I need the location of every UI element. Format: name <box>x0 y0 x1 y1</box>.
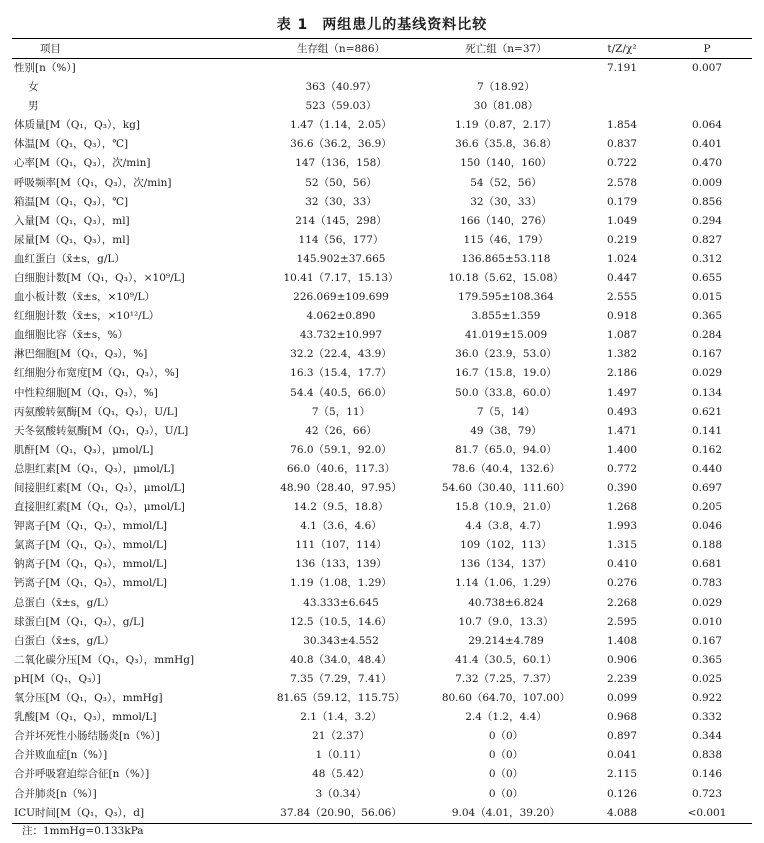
table-footnote: 注：1mmHg=0.133kPa <box>22 825 144 837</box>
cell-survive-group: 2.1（1.4，3.2） <box>300 711 382 724</box>
cell-death-group: 9.04（4.01，39.20） <box>430 804 582 824</box>
cell-p-value: 0.723 <box>691 787 723 800</box>
cell-statistic: 0.918 <box>606 310 638 323</box>
cell-p-value: 0.188 <box>691 539 723 552</box>
cell-death-group: 150（140，160） <box>460 157 552 170</box>
cell-item: 总蛋白（x̄±s，g/L） <box>14 596 115 609</box>
cell-survive-group: 10.41（7.17，15.13） <box>283 271 399 284</box>
table-row <box>12 765 752 784</box>
cell-p-value: 0.856 <box>691 195 723 208</box>
cell-death-group: 30（81.08） <box>473 100 539 113</box>
cell-p-value: 0.332 <box>691 711 723 724</box>
cell-survive-group: 76.0（59.1，92.0） <box>290 443 392 456</box>
table-row <box>12 746 752 765</box>
cell-death-group: 0（0） <box>488 749 524 762</box>
cell-item: 球蛋白[M（Q₁，Q₃），g/L] <box>14 615 145 628</box>
cell-death-group: 109（102，113） <box>460 539 552 552</box>
table-row <box>12 555 752 574</box>
cell-p-value: 0.009 <box>691 176 723 189</box>
table-row <box>12 116 752 135</box>
cell-statistic: 1.993 <box>606 520 638 533</box>
cell-survive-group: 32（30，33） <box>305 195 377 208</box>
cell-p-value: 0.344 <box>691 730 723 743</box>
cell-p-value: 0.167 <box>691 634 723 647</box>
cell-death-group: 80.60（64.70，107.00） <box>441 692 571 705</box>
cell-p-value: 0.401 <box>691 138 723 151</box>
cell-death-group: 36.0（23.9，53.0） <box>455 348 557 361</box>
cell-survive-group: 363（40.97） <box>305 81 377 94</box>
cell-survive-group <box>252 59 430 79</box>
cell-survive-group: 4.1（3.6，4.6） <box>300 520 382 533</box>
cell-item: 女 <box>28 81 39 94</box>
cell-survive-group: 523（59.03） <box>305 100 377 113</box>
header-row <box>12 39 752 59</box>
cell-death-group: 54（52，56） <box>470 176 542 189</box>
cell-p-value: 0.284 <box>691 329 723 342</box>
cell-survive-group: 14.2（9.5，18.8） <box>293 501 389 514</box>
cell-statistic <box>582 97 662 116</box>
cell-survive-group: 37.84（20.90，56.06） <box>252 804 430 824</box>
cell-statistic: 1.268 <box>606 501 638 514</box>
table-row <box>12 479 752 498</box>
cell-statistic: 1.315 <box>606 539 638 552</box>
cell-survive-group: 12.5（10.5，14.6） <box>290 615 392 628</box>
cell-p-value: 0.294 <box>691 214 723 227</box>
cell-statistic <box>582 78 662 97</box>
cell-p-value: <0.001 <box>662 804 752 824</box>
table-row <box>12 154 752 173</box>
table-body <box>12 59 752 824</box>
table-row <box>12 632 752 651</box>
cell-death-group: 29.214±4.789 <box>468 634 544 647</box>
cell-statistic: 2.239 <box>606 672 638 685</box>
header-death-group: 死亡组（n=37） <box>430 39 582 59</box>
cell-item: 合并败血症[n（%）] <box>14 749 108 762</box>
table-row <box>12 594 752 613</box>
cell-survive-group: 43.333±6.645 <box>303 596 379 609</box>
cell-survive-group: 42（26，66） <box>305 424 377 437</box>
table-header <box>12 39 752 59</box>
cell-p-value: 0.205 <box>691 501 723 514</box>
cell-p-value: 0.621 <box>691 405 723 418</box>
cell-p-value: 0.365 <box>691 653 723 666</box>
table-title <box>0 14 764 34</box>
cell-survive-group: 7.35（7.29，7.41） <box>290 672 392 685</box>
cell-item: 二氧化碳分压[M（Q₁，Q₃），mmHg] <box>14 653 195 666</box>
cell-item: 白蛋白（x̄±s，g/L） <box>14 634 115 647</box>
cell-statistic: 0.041 <box>606 749 638 762</box>
cell-survive-group: 1（0.11） <box>315 749 367 762</box>
cell-death-group: 41.4（30.5，60.1） <box>455 653 557 666</box>
cell-death-group: 0（0） <box>488 768 524 781</box>
cell-statistic: 0.837 <box>606 138 638 151</box>
cell-statistic: 1.024 <box>606 252 638 265</box>
cell-item: 血细胞比容（x̄±s，%） <box>14 329 129 342</box>
cell-item: 血红蛋白（x̄±s，g/L） <box>14 252 125 265</box>
cell-item: 氧分压[M（Q₁，Q₃），mmHg] <box>14 692 163 705</box>
cell-statistic: 7.191 <box>606 62 638 74</box>
table-row <box>12 441 752 460</box>
cell-statistic: 0.897 <box>606 730 638 743</box>
table-row <box>12 708 752 727</box>
cell-p-value: 0.029 <box>691 367 723 380</box>
cell-survive-group: 30.343±4.552 <box>303 634 379 647</box>
cell-p-value: 0.440 <box>691 462 723 475</box>
cell-item: 尿量[M（Q₁，Q₃），ml] <box>14 233 130 246</box>
cell-death-group: 7（5，14） <box>476 405 536 418</box>
cell-death-group: 78.6（40.4，132.6） <box>451 462 561 475</box>
cell-statistic: 1.471 <box>606 424 638 437</box>
cell-survive-group: 7（5，11） <box>311 405 371 418</box>
table-row <box>12 517 752 536</box>
cell-p-value <box>662 78 752 97</box>
table-row <box>12 460 752 479</box>
cell-item: 呼吸频率[M（Q₁，Q₃），次/min] <box>14 176 172 189</box>
cell-item: 间接胆红素[M（Q₁，Q₃），μmol/L] <box>14 482 185 495</box>
table-row <box>12 59 752 79</box>
header-item: 项目 <box>12 39 252 59</box>
table-row <box>12 689 752 708</box>
cell-death-group: 81.7（65.0，94.0） <box>455 443 557 456</box>
cell-item: 合并呼吸窘迫综合征[n（%）] <box>14 768 150 781</box>
cell-death-group: 49（38，79） <box>470 424 542 437</box>
cell-death-group: 32（30，33） <box>470 195 542 208</box>
cell-p-value: 0.655 <box>691 271 723 284</box>
table-row <box>12 613 752 632</box>
table-row <box>12 670 752 689</box>
table-row <box>12 250 752 269</box>
cell-death-group: 0（0） <box>488 787 524 800</box>
cell-statistic: 1.400 <box>606 443 638 456</box>
cell-item: 直接胆红素[M（Q₁，Q₃），μmol/L] <box>14 501 185 514</box>
table-row <box>12 574 752 593</box>
cell-statistic: 2.115 <box>606 768 638 781</box>
cell-statistic: 1.854 <box>606 119 638 132</box>
cell-p-value: 0.025 <box>691 672 723 685</box>
cell-statistic: 2.578 <box>606 176 638 189</box>
cell-survive-group: 48.90（28.40，97.95） <box>280 482 402 495</box>
cell-item: 钾离子[M（Q₁，Q₃），mmol/L] <box>14 520 167 533</box>
cell-item: 红细胞分布宽度[M（Q₁，Q₃），%] <box>14 367 179 380</box>
cell-survive-group: 21（2.37） <box>312 730 370 743</box>
cell-statistic: 0.772 <box>606 462 638 475</box>
cell-survive-group: 36.6（36.2，36.9） <box>290 138 392 151</box>
table-row <box>12 784 752 803</box>
cell-survive-group: 1.19（1.08，1.29） <box>290 577 392 590</box>
cell-death-group: 10.7（9.0，13.3） <box>458 615 554 628</box>
table-row <box>12 384 752 403</box>
cell-survive-group: 16.3（15.4，17.7） <box>290 367 392 380</box>
cell-statistic: 0.493 <box>606 405 638 418</box>
table-row <box>12 727 752 746</box>
cell-item: 入量[M（Q₁，Q₃），ml] <box>14 214 130 227</box>
cell-survive-group: 226.069±109.699 <box>293 291 389 304</box>
cell-statistic: 1.049 <box>606 214 638 227</box>
cell-statistic: 2.268 <box>606 596 638 609</box>
table-row <box>12 231 752 250</box>
cell-statistic: 1.408 <box>606 634 638 647</box>
cell-death-group: 4.4（3.8，4.7） <box>465 520 547 533</box>
cell-item: 淋巴细胞[M（Q₁，Q₃），%] <box>14 348 148 361</box>
cell-survive-group: 145.902±37.665 <box>296 252 386 265</box>
cell-item: 天冬氨酸转氨酶[M（Q₁，Q₃），U/L] <box>14 424 189 437</box>
cell-statistic: 1.087 <box>606 329 638 342</box>
cell-p-value: 0.064 <box>691 119 723 132</box>
cell-statistic: 0.722 <box>606 157 638 170</box>
cell-item: 乳酸[M（Q₁，Q₃），mmol/L] <box>14 711 157 724</box>
cell-item: 男 <box>28 100 39 113</box>
table-row <box>12 173 752 192</box>
cell-survive-group: 111（107，114） <box>295 539 387 552</box>
cell-survive-group: 214（145，298） <box>295 214 387 227</box>
cell-statistic: 0.968 <box>606 711 638 724</box>
cell-p-value: 0.697 <box>691 482 723 495</box>
cell-death-group: 7（18.92） <box>477 81 535 94</box>
table-row <box>12 135 752 154</box>
table-row <box>12 269 752 288</box>
cell-death-group: 179.595±108.364 <box>458 291 554 304</box>
cell-death-group: 1.19（0.87，2.17） <box>455 119 557 132</box>
cell-p-value: 0.046 <box>691 520 723 533</box>
cell-death-group: 136.865±53.118 <box>461 252 551 265</box>
cell-death-group: 2.4（1.2，4.4） <box>465 711 547 724</box>
header-survive-group: 生存组（n=886） <box>252 39 430 59</box>
cell-p-value: 0.827 <box>691 233 723 246</box>
cell-survive-group: 114（56，177） <box>298 233 384 246</box>
cell-statistic: 0.390 <box>606 482 638 495</box>
cell-item: 体温[M（Q₁，Q₃），℃] <box>14 138 129 151</box>
cell-statistic: 4.088 <box>582 804 662 824</box>
cell-item: 红细胞计数（x̄±s，×10¹²/L） <box>14 310 160 323</box>
cell-death-group: 41.019±15.009 <box>464 329 548 342</box>
cell-item: 性别[n（%）] <box>14 62 76 74</box>
cell-death-group: 36.6（35.8，36.8） <box>455 138 557 151</box>
table-row <box>12 326 752 345</box>
cell-statistic: 0.410 <box>606 558 638 571</box>
cell-item: 氯离子[M（Q₁，Q₃），mmol/L] <box>14 539 167 552</box>
cell-p-value: 0.134 <box>691 386 723 399</box>
cell-p-value: 0.015 <box>691 291 723 304</box>
cell-item: 合并坏死性小肠结肠炎[n（%）] <box>14 730 160 743</box>
table-row <box>12 288 752 307</box>
cell-item: pH[M（Q₁，Q₃）] <box>14 672 101 685</box>
cell-death-group: 1.14（1.06，1.29） <box>455 577 557 590</box>
cell-statistic: 0.906 <box>606 653 638 666</box>
cell-survive-group: 52（50，56） <box>305 176 377 189</box>
table-row <box>12 422 752 441</box>
cell-p-value <box>662 97 752 116</box>
cell-item: 箱温[M（Q₁，Q₃），℃] <box>14 195 129 208</box>
cell-p-value: 0.007 <box>691 62 723 74</box>
cell-death-group: 0（0） <box>488 730 524 743</box>
cell-p-value: 0.167 <box>691 348 723 361</box>
table-row <box>12 212 752 231</box>
table-number: 表 1 <box>276 17 309 33</box>
table-row <box>12 804 752 824</box>
table-row <box>12 651 752 670</box>
cell-death-group: 10.18（5.62，15.08） <box>448 271 564 284</box>
cell-statistic: 0.447 <box>606 271 638 284</box>
cell-p-value: 0.470 <box>691 157 723 170</box>
cell-p-value: 0.162 <box>691 443 723 456</box>
cell-item: 血小板计数（x̄±s，×10⁹/L） <box>14 291 155 304</box>
table-row <box>12 364 752 383</box>
cell-survive-group: 1.47（1.14，2.05） <box>290 119 392 132</box>
cell-death-group: 40.738±6.824 <box>468 596 544 609</box>
cell-p-value: 0.922 <box>691 692 723 705</box>
cell-p-value: 0.783 <box>691 577 723 590</box>
cell-death-group: 115（46，179） <box>463 233 549 246</box>
header-statistic: t/Z/χ² <box>582 39 662 59</box>
cell-p-value: 0.838 <box>691 749 723 762</box>
baseline-table <box>12 38 752 824</box>
cell-death-group: 7.32（7.25，7.37） <box>455 672 557 685</box>
cell-statistic: 0.179 <box>606 195 638 208</box>
cell-item: 肌酐[M（Q₁，Q₃），μmol/L] <box>14 443 154 456</box>
cell-item: 丙氨酸转氨酶[M（Q₁，Q₃），U/L] <box>14 405 178 418</box>
table-row <box>12 78 752 97</box>
cell-death-group: 15.8（10.9，21.0） <box>455 501 557 514</box>
table-row <box>12 307 752 326</box>
table-row <box>12 536 752 555</box>
cell-item: 钙离子[M（Q₁，Q₃），mmol/L] <box>14 577 167 590</box>
header-p-value: P <box>662 39 752 59</box>
cell-survive-group: 147（136，158） <box>295 157 387 170</box>
cell-survive-group: 3（0.34） <box>315 787 367 800</box>
cell-statistic: 0.276 <box>606 577 638 590</box>
cell-p-value: 0.681 <box>691 558 723 571</box>
cell-survive-group: 43.732±10.997 <box>299 329 383 342</box>
cell-survive-group: 81.65（59.12，115.75） <box>276 692 406 705</box>
cell-p-value: 0.146 <box>691 768 723 781</box>
cell-statistic: 0.219 <box>606 233 638 246</box>
cell-item: 心率[M（Q₁，Q₃），次/min] <box>14 157 151 170</box>
cell-survive-group: 32.2（22.4，43.9） <box>290 348 392 361</box>
cell-death-group: 3.855±1.359 <box>471 310 541 323</box>
cell-death-group: 136（134，137） <box>460 558 552 571</box>
table-row <box>12 345 752 364</box>
cell-item: 总胆红素[M（Q₁，Q₃），μmol/L] <box>14 462 175 475</box>
cell-item: 中性粒细胞[M（Q₁，Q₃），%] <box>14 386 158 399</box>
cell-survive-group: 66.0（40.6，117.3） <box>286 462 396 475</box>
cell-statistic: 2.186 <box>606 367 638 380</box>
cell-p-value: 0.010 <box>691 615 723 628</box>
table-title-text: 两组患儿的基线资料比较 <box>322 17 488 33</box>
cell-p-value: 0.141 <box>691 424 723 437</box>
cell-survive-group: 4.062±0.890 <box>306 310 376 323</box>
table-row <box>12 498 752 517</box>
cell-survive-group: 48（5.42） <box>312 768 370 781</box>
cell-death-group: 166（140，276） <box>460 214 552 227</box>
cell-statistic: 0.099 <box>606 692 638 705</box>
cell-death-group: 16.7（15.8，19.0） <box>455 367 557 380</box>
cell-death-group: 50.0（33.8，60.0） <box>455 386 557 399</box>
table-row <box>12 97 752 116</box>
cell-p-value: 0.365 <box>691 310 723 323</box>
cell-survive-group: 40.8（34.0，48.4） <box>290 653 392 666</box>
cell-statistic: 1.382 <box>606 348 638 361</box>
cell-item: ICU时间[M（Q₁，Q₃），d] <box>12 804 252 824</box>
cell-statistic: 0.126 <box>606 787 638 800</box>
table-row <box>12 193 752 212</box>
cell-p-value: 0.312 <box>691 252 723 265</box>
table-row <box>12 403 752 422</box>
cell-item: 白细胞计数[M（Q₁，Q₃），×10⁹/L] <box>14 271 185 284</box>
cell-item: 钠离子[M（Q₁，Q₃），mmol/L] <box>14 558 167 571</box>
cell-survive-group: 54.4（40.5，66.0） <box>290 386 392 399</box>
cell-item: 合并肺炎[n（%）] <box>14 787 97 800</box>
cell-survive-group: 136（133，139） <box>295 558 387 571</box>
cell-p-value: 0.029 <box>691 596 723 609</box>
cell-statistic: 2.595 <box>606 615 638 628</box>
cell-death-group: 54.60（30.40，111.60） <box>441 482 571 495</box>
cell-statistic: 1.497 <box>606 386 638 399</box>
cell-death-group <box>430 59 582 79</box>
cell-statistic: 2.555 <box>606 291 638 304</box>
cell-item: 体质量[M（Q₁，Q₃），kg] <box>14 119 140 132</box>
